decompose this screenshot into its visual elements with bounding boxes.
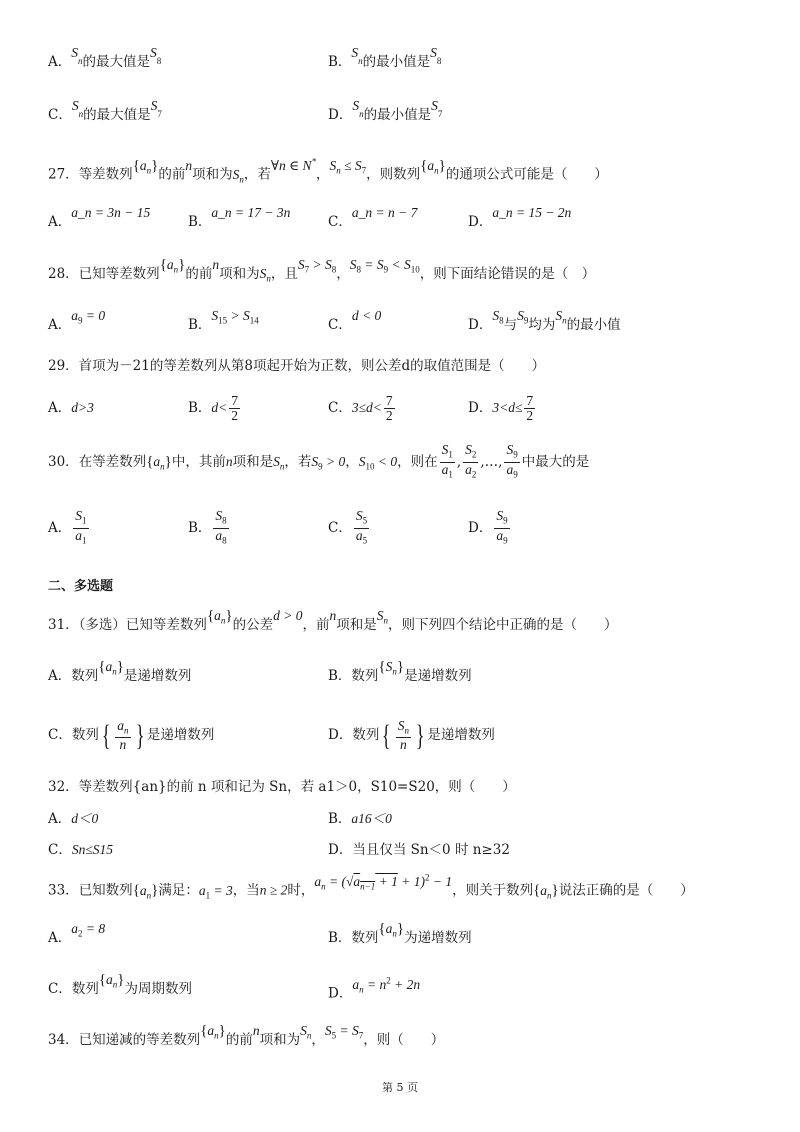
q32-option-a: A．d＜0 <box>48 811 99 827</box>
q30-stem: 30．在等差数列$\{a_n\}$中，其前n项和是$S_n$，若$S_9 > 0$，$S_{10} < 0$，则在 $\frac{S_1}{a_1}$ , $\frac{S_2}{a_2}$ ,…, $\frac{S_9}{a_9}$ 中最大的是 <box>48 442 590 480</box>
q27-stem: 27．等差数列$\{a_n\}$的前n项和为$S_n$，若∀n ∈ N*，$S_n \le S_7$，则数列$\{a_n\}$的通项公式可能是（ ） <box>48 156 608 185</box>
q28-option-a: A．$a_9 = 0$ <box>48 308 106 333</box>
q34-stem: 34．已知递减的等差数列$\{a_n\}$的前n项和为$S_n$，$S_5 = S_7$，则（ ） <box>48 1023 445 1048</box>
q31-option-a: A．数列$\{a_n\}$是递增数列 <box>48 659 192 684</box>
q26-option-d: D．$S_n$的最小值是$S_7$ <box>328 98 443 123</box>
q33-option-a: A．$a_2 = 8$ <box>48 921 106 946</box>
q33-option-b: B．数列$\{a_n\}$为递增数列 <box>328 921 472 946</box>
q28-option-d: D．$S_8$与$S_9$均为$S_n$的最小值 <box>468 308 621 333</box>
q30-option-a: A． $\frac{S_1}{a_1}$ <box>48 508 87 546</box>
q29-option-c: C．3≤d< $\frac{7}{2}$ <box>328 393 393 423</box>
q32-option-d: D．当且仅当 Sn＜0 时 n≥32 <box>328 842 510 858</box>
section-heading-multiple-choice: 二、多选题 <box>48 579 114 594</box>
page-number: 第 5 页 <box>382 1081 418 1094</box>
q29-option-a: A．d>3 <box>48 400 94 416</box>
q31-option-b: B．数列$\{S_n\}$是递增数列 <box>328 659 472 684</box>
q29-option-d: D．3<d≤ $\frac{7}{2}$ <box>468 393 534 423</box>
q28-option-b: B．$S_{15} > S_{14}$ <box>188 308 259 333</box>
q31-option-d: D．数列{ $\frac{S_n}{n}$ } 是递增数列 <box>328 717 495 753</box>
q26-option-b: B．$S_n$的最小值是$S_8$ <box>328 45 442 70</box>
q30-option-c: C． $\frac{S_5}{a_5}$ <box>328 508 368 546</box>
q31-option-c: C．数列{ $\frac{a_n}{n}$ } 是递增数列 <box>48 717 215 753</box>
q28-stem: 28．已知等差数列$\{a_n\}$的前n项和为$S_n$，且$S_7 > S_8$，$S_8 = S_9 < S_{10}$，则下面结论错误的是（ ） <box>48 257 596 284</box>
q32-stem: 32．等差数列{an}的前 n 项和记为 Sn，若 a1＞0，S10=S20，则（ ） <box>48 779 516 795</box>
q27-option-d: D．a_n = 15 − 2n <box>468 205 572 230</box>
q29-stem: 29．首项为－21的等差数列从第8项起开始为正数，则公差d的取值范围是（ ） <box>48 358 546 374</box>
q28-option-c: C．d < 0 <box>328 308 382 333</box>
q27-option-c: C．a_n = n − 7 <box>328 205 418 230</box>
q29-option-b: B．d< $\frac{7}{2}$ <box>188 393 239 423</box>
q30-option-d: D． $\frac{S_9}{a_9}$ <box>468 508 508 546</box>
q33-stem: 33．已知数列$\{a_n\}$满足：$a_1 = 3$，当n ≥ 2时，$a_n = (√a_{n-1} + 1 + 1)^2 - 1$，则关于数列$\{a_n\}$说法正确的是（ ） <box>48 872 694 901</box>
q26-option-a: A．$S_n$的最大值是$S_8$ <box>48 45 162 70</box>
q33-option-d: D．$a_n = n^2 + 2n$ <box>328 975 421 1002</box>
q26-option-c: C．$S_n$的最大值是$S_7$ <box>48 98 162 123</box>
q32-option-c: C．Sn≤S15 <box>48 842 114 858</box>
q27-option-a: A．a_n = 3n − 15 <box>48 205 151 230</box>
q27-option-b: B．a_n = 17 − 3n <box>188 205 291 230</box>
q30-option-b: B． $\frac{S_8}{a_8}$ <box>188 508 227 546</box>
q31-stem: 31．（多选）已知等差数列$\{a_n\}$的公差d > 0，前n项和是$S_n$，则下列四个结论中正确的是（ ） <box>48 608 618 633</box>
q32-option-b: B．a16＜0 <box>328 811 392 827</box>
q33-option-c: C．数列$\{a_n\}$为周期数列 <box>48 972 192 997</box>
